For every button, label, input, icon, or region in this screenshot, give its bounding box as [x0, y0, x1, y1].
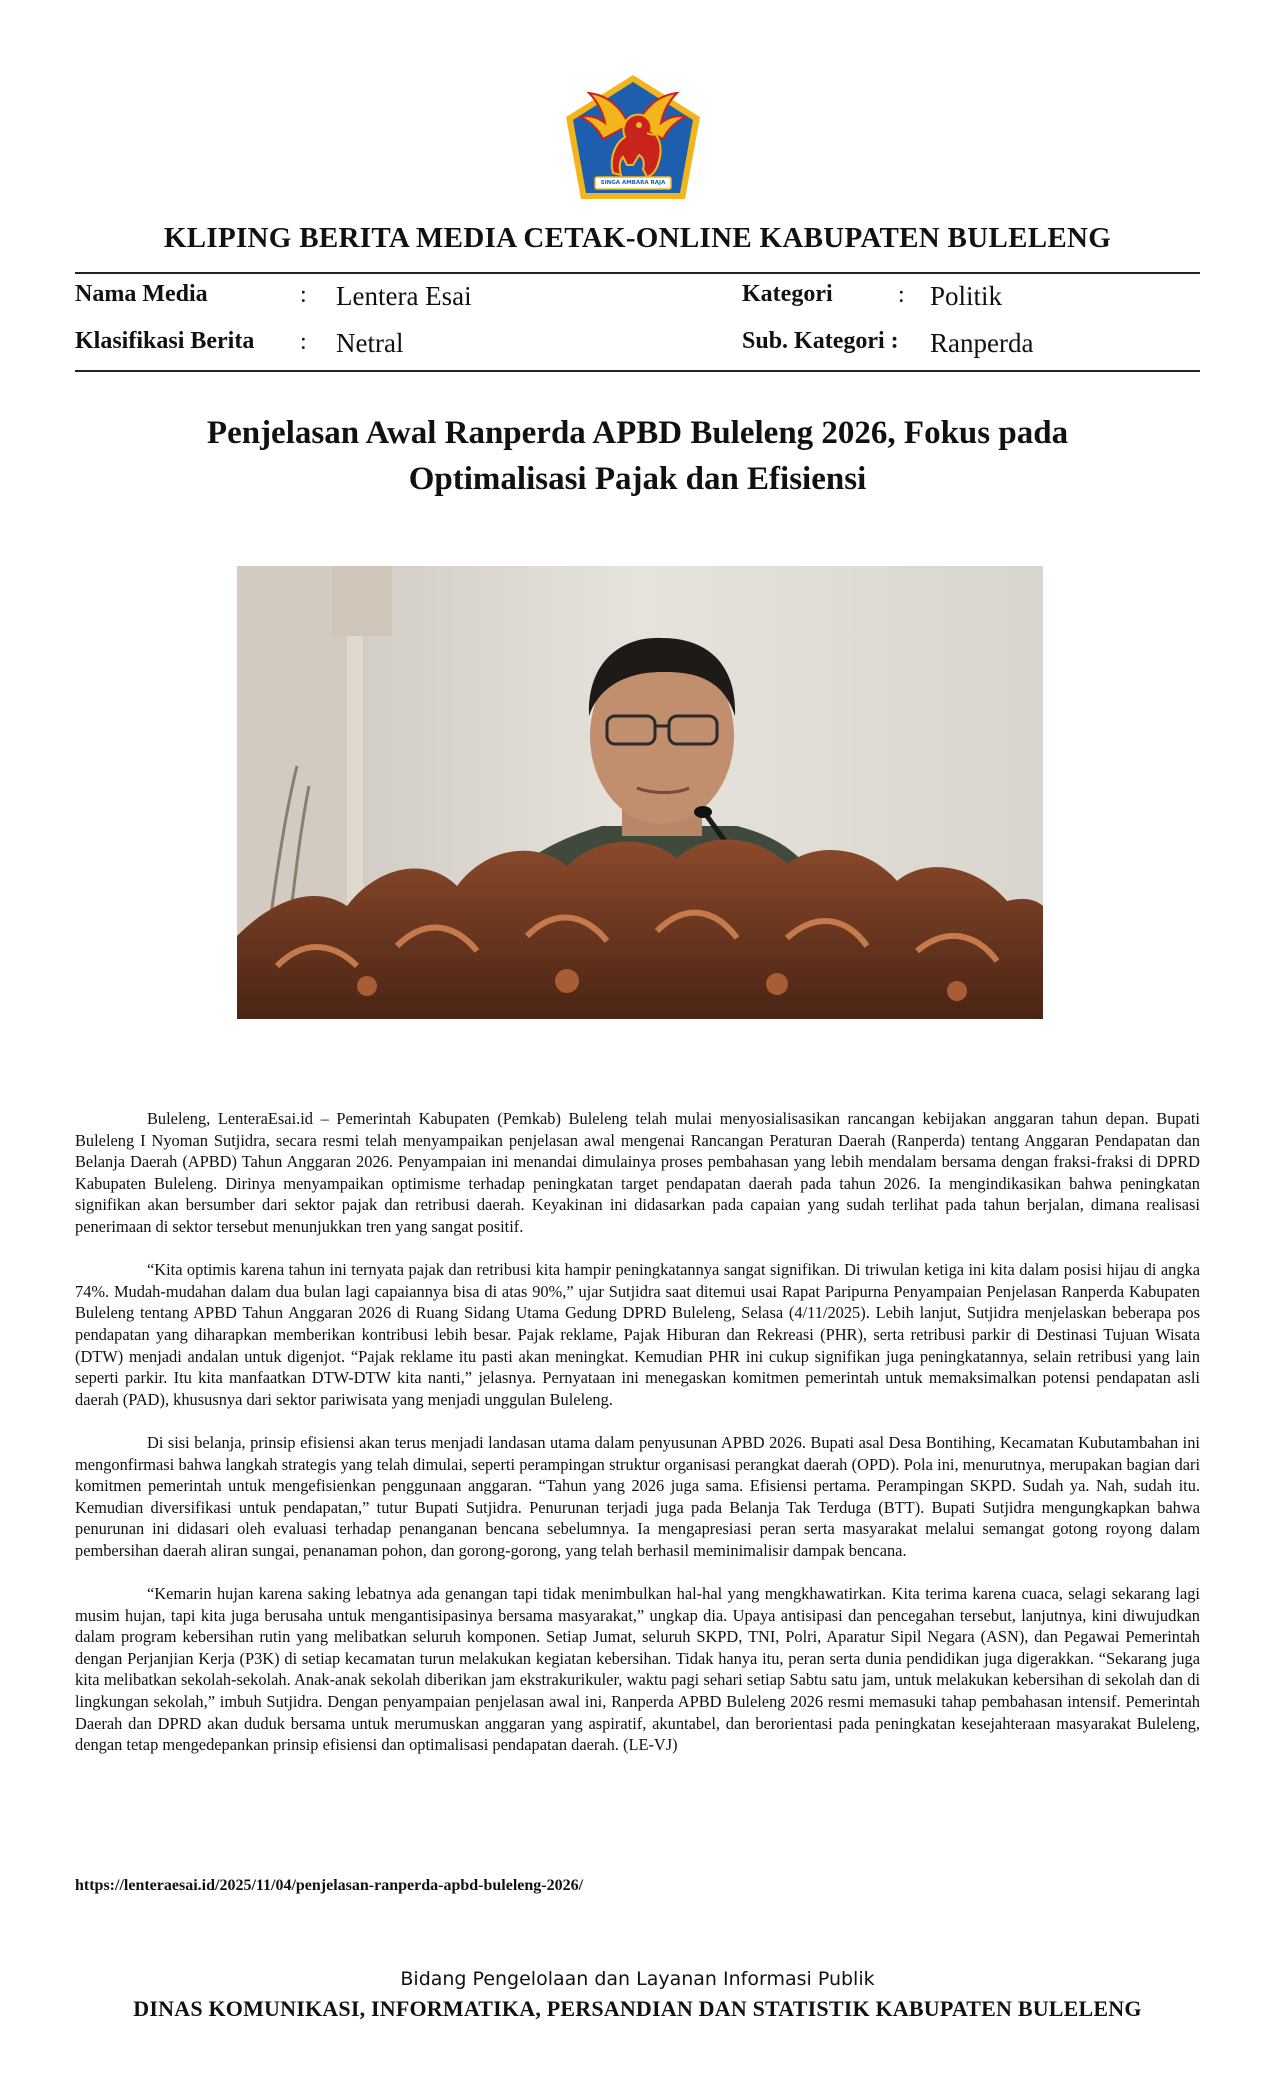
crest-motto: SINGA AMBARA RAJA: [600, 180, 666, 186]
article-paragraph: Di sisi belanja, prinsip efisiensi akan terus menjadi landasan utama dalam penyusunan APBD 2026. Bupati asal Desa Bontihing, Kecamatan Kubutambahan ini mengonfirmasi bahwa langkah strategis yang telah dimulai, seperti perampingan struktur organisasi perangkat daerah (OPD). Pola ini, menurutnya, merupakan bagian dari komitmen pemerintah untuk mengefisienkan penggunaan anggaran. “Tahun yang 2026 juga sama. Efisiensi pertama. Perampingan SKPD. Sudah ya. Nah, sudah itu. Kemudian diversifikasi untuk pendapatan,” tutur Bupati Sutjidra. Penurunan terjadi juga pada Belanja Tak Terduga (BTT). Bupati Sutjidra mengungkapkan bahwa penurunan ini didasari oleh evaluasi terhadap penanganan bencana sebelumnya. Ia mengapresiasi peran serta masyarakat melalui semangat gotong royong dalam pembersihan daerah aliran sungai, penanaman pohon, dan gorong-gorong, yang telah berhasil meminimalisir dampak bencana.: [75, 1432, 1200, 1560]
official-speaking-at-podium-photo: [237, 566, 1043, 1019]
headline-line-1: Penjelasan Awal Ranperda APBD Buleleng 2026, Fokus pada: [206, 415, 1069, 451]
document-title: KLIPING BERITA MEDIA CETAK-ONLINE KABUPATEN BULELENG: [163, 222, 1112, 254]
regency-crest-icon: [563, 73, 703, 201]
article-paragraph: Buleleng, LenteraEsai.id – Pemerintah Kabupaten (Pemkab) Buleleng telah mulai menyosialisasikan rancangan kebijakan anggaran tahun depan. Bupati Buleleng I Nyoman Sutjidra, secara resmi telah menyampaikan penjelasan awal mengenai Rancangan Peraturan Daerah (Ranperda) tentang Anggaran Pendapatan dan Belanja Daerah (APBD) Tahun Anggaran 2026. Penyampaian ini menandai dimulainya proses pembahasan yang lebih mendalam bersama dengan fraksi-fraksi di DPRD Kabupaten Buleleng. Dirinya menyampaikan optimisme terhadap peningkatan target pendapatan daerah pada tahun 2026. Ia mengindikasikan bahwa peningkatan signifikan akan bersumber dari sektor pajak dan retribusi daerah. Keyakinan ini didasarkan pada capaian yang sudah terlihat pada tahun berjalan, dimana realisasi penerimaan di sektor tersebut menunjukkan tren yang sangat positif.: [75, 1109, 1200, 1236]
article-paragraph: “Kemarin hujan karena saking lebatnya ada genangan tapi tidak menimbulkan hal-hal yang mengkhawatirkan. Kita terima karena cuaca, selagi sekarang lagi musim hujan, tapi kita juga berusaha untuk mengantisipasinya bersama masyarakat,” ungkap dia. Upaya antisipasi dan pencegahan tersebut, lanjutnya, kini diwujudkan dalam program kebersihan rutin yang melibatkan seluruh komponen. Setiap Jumat, seluruh SKPD, TNI, Polri, Aparatur Sipil Negara (ASN), dan Pegawai Pemerintah dengan Perjanjian Kerja (P3K) di setiap kecamatan turun melakukan kegiatan kebersihan. Tidak hanya itu, peran serta dunia pendidikan juga digerakkan. “Sekarang juga kita melibatkan sekolah-sekolah. Anak-anak sekolah diberikan jam ekstrakurikuler, waktu pagi sehari setiap Sabtu satu jam, untuk melakukan kebersihan di sekolah dan di lingkungan sekolah,” imbuh Sutjidra. Dengan penyampaian penjelasan awal ini, Ranperda APBD Buleleng 2026 resmi memasuki tahap pembahasan intensif. Pemerintah Daerah dan DPRD akan duduk bersama untuk merumuskan anggaran yang aspiratif, akuntabel, dan berorientasi pada peningkatan kesejahteraan masyarakat Buleleng, dengan tetap mengedepankan prinsip efisiensi dan optimalisasi pendapatan daerah. (LE-VJ): [75, 1584, 1200, 1755]
footer-unit-name: Bidang Pengelolaan dan Layanan Informasi Publik: [400, 1968, 875, 1990]
header-divider-top: [75, 272, 1200, 274]
source-link[interactable]: https://lenteraesai.id/2025/11/04/penjelasan-ranperda-apbd-buleleng-2026/: [75, 1877, 584, 1894]
media-name-label: Nama Media: [75, 281, 208, 307]
article-headline: [120, 410, 1155, 502]
headline-line-2: Optimalisasi Pajak dan Efisiensi: [408, 461, 867, 497]
subcategory-value: Ranperda: [930, 328, 1034, 358]
header-divider-bottom: [75, 370, 1200, 372]
category-colon: :: [898, 282, 905, 308]
article-body: [75, 1108, 1200, 1777]
media-name-value: Lentera Esai: [336, 281, 472, 311]
subcategory-label: Sub. Kategori :: [742, 328, 899, 354]
classification-colon: :: [300, 329, 307, 355]
classification-label: Klasifikasi Berita: [75, 328, 255, 354]
category-value: Politik: [930, 281, 1003, 311]
category-label: Kategori: [742, 281, 833, 307]
article-paragraph: “Kita optimis karena tahun ini ternyata pajak dan retribusi kita hampir peningkatannya sangat signifikan. Di triwulan ketiga ini kita dalam posisi hijau di angka 74%. Mudah-mudahan dalam dua bulan lagi capaiannya bisa di atas 90%,” ujar Sutjidra saat ditemui usai Rapat Paripurna Penyampaian Penjelasan Ranperda Kabupaten Buleleng tentang APBD Tahun Anggaran 2026 di Ruang Sidang Utama Gedung DPRD Buleleng, Selasa (4/11/2025). Lebih lanjut, Sutjidra menjelaskan beberapa pos pendapatan yang diharapkan memberikan kontribusi lebih besar. Pajak reklame, Pajak Hiburan dan Rekreasi (PHR), serta retribusi parkir di Destinasi Tujuan Wisata (DTW) menjadi andalan untuk digenjot. “Pajak reklame itu pasti akan meningkat. Kemudian PHR ini cukup signifikan juga peningkatannya, selain retribusi yang lain seperti parkir. Itu kita manfaatkan DTW-DTW kita nanti,” jelasnya. Pernyataan ini menegaskan komitmen pemerintah untuk memaksimalkan potensi pendapatan asli daerah (PAD), khususnya dari sektor pariwisata yang menjadi unggulan Buleleng.: [75, 1260, 1200, 1409]
footer-department-name: DINAS KOMUNIKASI, INFORMATIKA, PERSANDIAN DAN STATISTIK KABUPATEN BULELENG: [133, 1996, 1142, 2021]
media-name-colon: :: [300, 282, 307, 308]
classification-value: Netral: [336, 328, 404, 358]
